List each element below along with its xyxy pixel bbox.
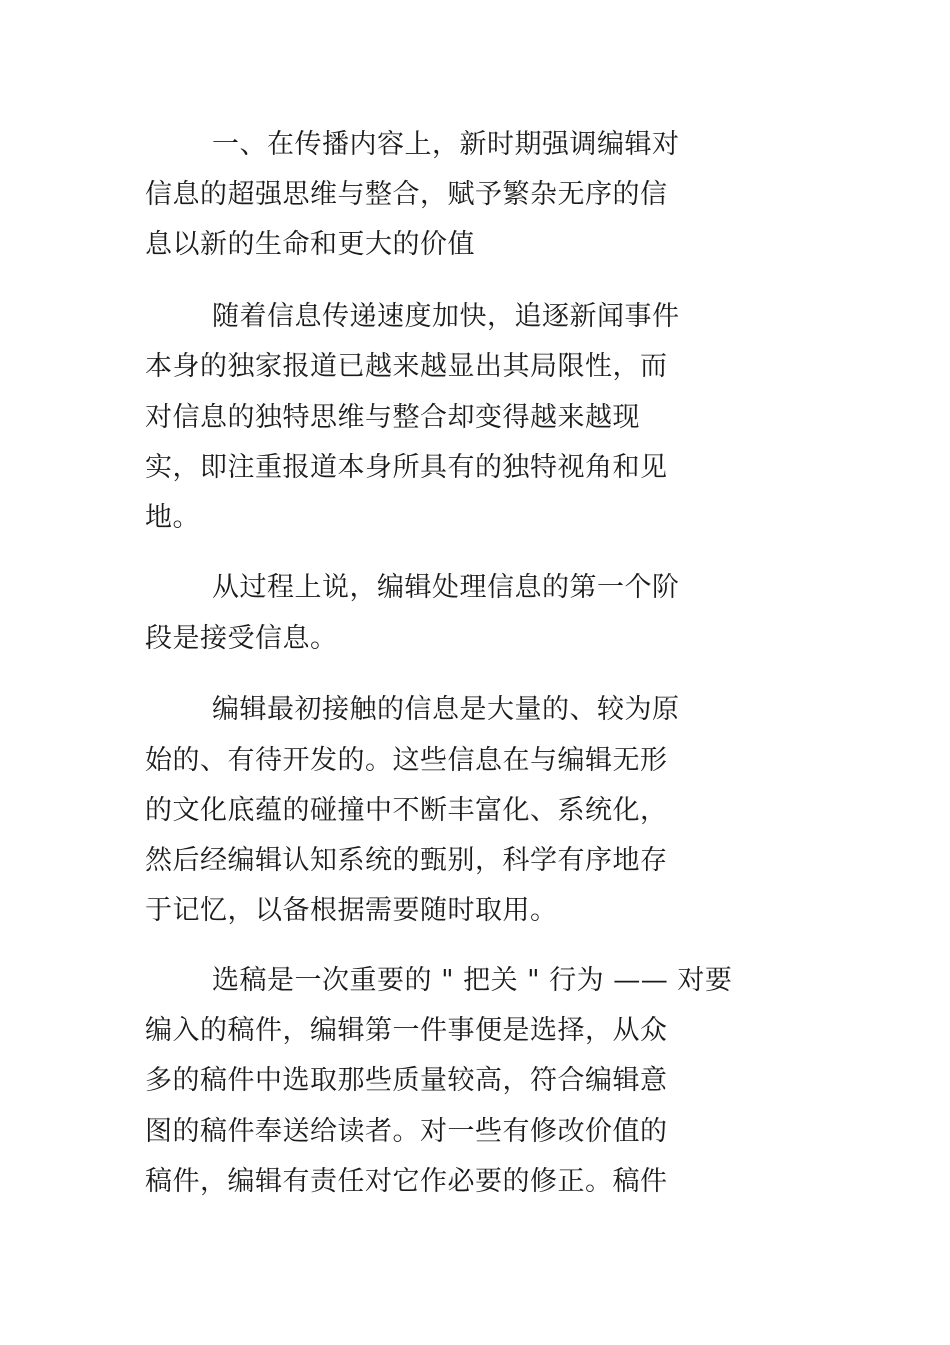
paragraph-line: 于记忆，以备根据需要随时取用。: [145, 895, 558, 926]
paragraph-line: 图的稿件奉送给读者。对一些有修改价值的: [145, 1116, 668, 1147]
paragraph-line: 随着信息传递速度加快，追逐新闻事件: [212, 301, 680, 332]
paragraph-line: 实，即注重报道本身所具有的独特视角和见: [145, 452, 668, 483]
paragraph-line: 选稿是一次重要的 " 把关 " 行为 —— 对要: [212, 965, 733, 996]
paragraph-line: 的文化底蕴的碰撞中不断丰富化、系统化，: [145, 795, 668, 826]
paragraph-line: 对信息的独特思维与整合却变得越来越现: [145, 402, 640, 433]
paragraph-line: 一、在传播内容上，新时期强调编辑对: [212, 129, 680, 160]
paragraph-line: 地。: [145, 502, 200, 533]
paragraph-line: 息以新的生命和更大的价值: [145, 229, 475, 260]
paragraph-line: 段是接受信息。: [145, 623, 338, 654]
paragraph-line: 本身的独家报道已越来越显出其局限性，而: [145, 351, 668, 382]
paragraph-line: 信息的超强思维与整合，赋予繁杂无序的信: [145, 179, 668, 210]
paragraph-line: 从过程上说，编辑处理信息的第一个阶: [212, 572, 680, 603]
paragraph-line: 始的、有待开发的。这些信息在与编辑无形: [145, 745, 668, 776]
paragraph-line: 多的稿件中选取那些质量较高，符合编辑意: [145, 1065, 668, 1096]
paragraph-line: 稿件，编辑有责任对它作必要的修正。稿件: [145, 1166, 668, 1197]
paragraph-line: 编入的稿件，编辑第一件事便是选择，从众: [145, 1015, 668, 1046]
paragraph-line: 然后经编辑认知系统的甄别，科学有序地存: [145, 845, 668, 876]
paragraph-line: 编辑最初接触的信息是大量的、较为原: [212, 694, 680, 725]
